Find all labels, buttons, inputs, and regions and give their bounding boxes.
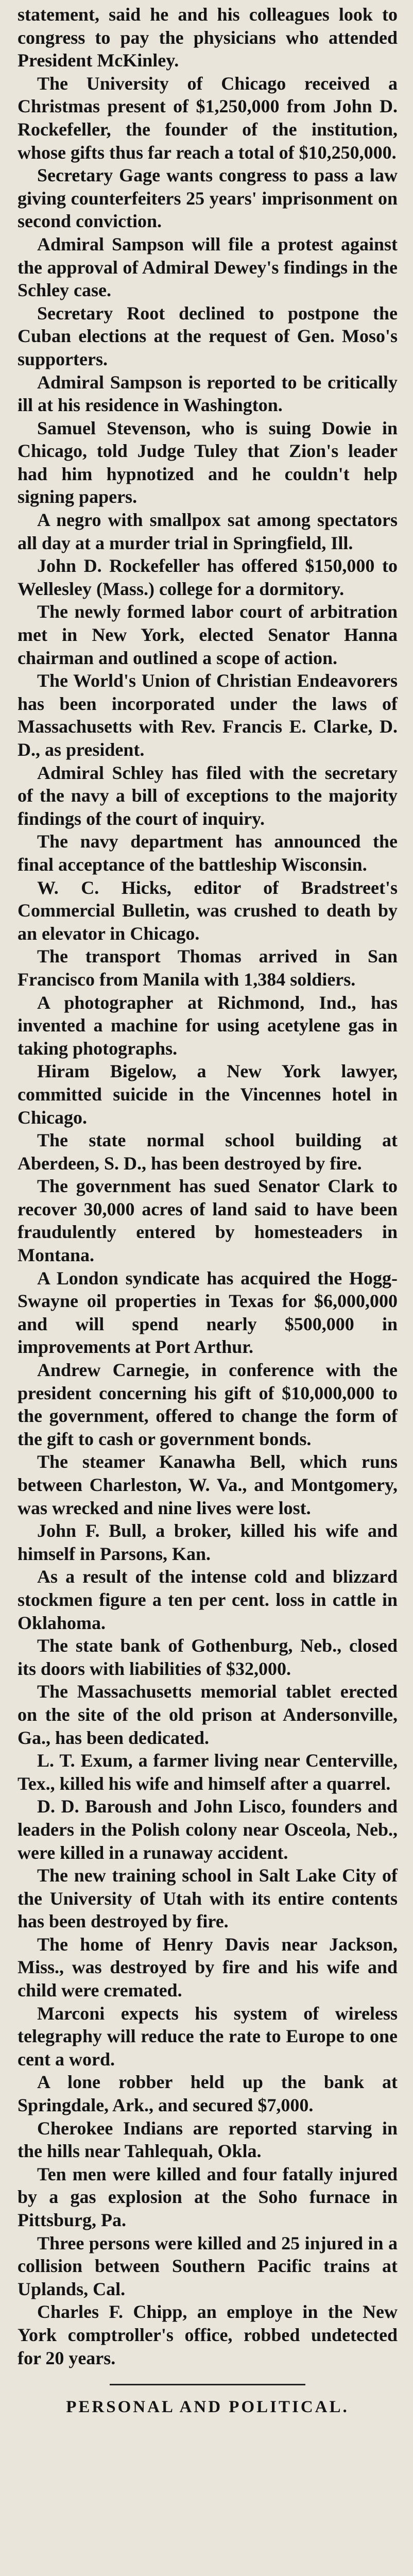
- news-item: The steamer Kanawha Bell, which runs between Charleston, W. Va., and Montgomery, was wrecked and nine lives were lost.: [18, 1451, 398, 1518]
- news-item: Samuel Stevenson, who is suing Dowie in Chicago, told Judge Tuley that Zion's leader had him hypnotized and he couldn't help signing papers.: [18, 417, 398, 507]
- news-item: A lone robber held up the bank at Springdale, Ark., and secured $7,000.: [18, 2072, 398, 2116]
- news-item: L. T. Exum, a farmer living near Centerville, Tex., killed his wife and himself after a quarrel.: [18, 1750, 398, 1794]
- divider-rule: [110, 2384, 305, 2385]
- news-item: The state bank of Gothenburg, Neb., closed its doors with liabilities of $32,000.: [18, 1635, 398, 1679]
- news-item: W. C. Hicks, editor of Bradstreet's Commercial Bulletin, was crushed to death by an elevator in Chicago.: [18, 877, 398, 944]
- news-item: Ten men were killed and four fatally injured by a gas explosion at the Soho furnace in Pittsburg, Pa.: [18, 2163, 398, 2230]
- news-item: John D. Rockefeller has offered $150,000 to Wellesley (Mass.) college for a dormitory.: [18, 555, 398, 599]
- news-item: The transport Thomas arrived in San Francisco from Manila with 1,384 soldiers.: [18, 946, 398, 990]
- news-item: Admiral Sampson will file a protest against the approval of Admiral Dewey's findings in the Schley case.: [18, 233, 398, 301]
- news-item: Three persons were killed and 25 injured in a collision between Southern Pacific trains at Uplands, Cal.: [18, 2232, 398, 2299]
- news-item: statement, said he and his colleagues look to congress to pay the physicians who attended President McKinley.: [18, 4, 398, 71]
- news-item: Secretary Gage wants congress to pass a law giving counterfeiters 25 years' imprisonment on second conviction.: [18, 165, 398, 232]
- news-item: John F. Bull, a broker, killed his wife and himself in Parsons, Kan.: [18, 1520, 398, 1564]
- news-item: The home of Henry Davis near Jackson, Miss., was destroyed by fire and his wife and child were cremated.: [18, 1934, 398, 2001]
- news-column: [18, 3, 398, 2369]
- news-item: The new training school in Salt Lake City of the University of Utah with its entire contents has been destroyed by fire.: [18, 1865, 398, 1932]
- news-item: Secretary Root declined to postpone the Cuban elections at the request of Gen. Moso's supporters.: [18, 302, 398, 369]
- news-item: The government has sued Senator Clark to recover 30,000 acres of land said to have been fraudulently entered by homesteaders in Montana.: [18, 1176, 398, 1266]
- news-item: Charles F. Chipp, an employe in the New York comptroller's office, robbed undetected for 20 years.: [18, 2301, 398, 2368]
- news-item: The World's Union of Christian Endeavorers has been incorporated under the laws of Massachusetts with Rev. Francis E. Clarke, D. D., as president.: [18, 670, 398, 760]
- news-item: D. D. Baroush and John Lisco, founders and leaders in the Polish colony near Osceola, Neb., were killed in a runaway accident.: [18, 1796, 398, 1863]
- news-item: Marconi expects his system of wireless telegraphy will reduce the rate to Europe to one cent a word.: [18, 2003, 398, 2070]
- news-item: The newly formed labor court of arbitration met in New York, elected Senator Hanna chairman and outlined a scope of action.: [18, 601, 398, 668]
- news-item: The state normal school building at Aberdeen, S. D., has been destroyed by fire.: [18, 1130, 398, 1174]
- news-item: As a result of the intense cold and blizzard stockmen figure a ten per cent. loss in cattle in Oklahoma.: [18, 1566, 398, 1633]
- news-item: The University of Chicago received a Christmas present of $1,250,000 from John D. Rockefeller, the founder of the institution, whose gifts thus far reach a total of $10,250,000.: [18, 73, 398, 163]
- news-item: Hiram Bigelow, a New York lawyer, committed suicide in the Vincennes hotel in Chicago.: [18, 1061, 398, 1128]
- news-item: Andrew Carnegie, in conference with the president concerning his gift of $10,000,000 to the government, offered to change the form of the gift to cash or government bonds.: [18, 1360, 398, 1449]
- news-item: A negro with smallpox sat among spectators all day at a murder trial in Springfield, Ill.: [18, 510, 398, 553]
- section-heading: PERSONAL AND POLITICAL.: [66, 2398, 349, 2417]
- news-item: The Massachusetts memorial tablet erected on the site of the old prison at Andersonville, Ga., has been dedicated.: [18, 1681, 398, 1748]
- news-item: A London syndicate has acquired the Hogg-Swayne oil properties in Texas for $6,000,000 and will spend nearly $500,000 in improvements at Port Arthur.: [18, 1267, 398, 1358]
- section-separator: [18, 2384, 398, 2417]
- news-item: Cherokee Indians are reported starving in the hills near Tahlequah, Okla.: [18, 2117, 398, 2162]
- news-item: Admiral Schley has filed with the secretary of the navy a bill of exceptions to the majority findings of the court of inquiry.: [18, 762, 398, 829]
- news-item: A photographer at Richmond, Ind., has invented a machine for using acetylene gas in taking photographs.: [18, 992, 398, 1059]
- news-item: The navy department has announced the final acceptance of the battleship Wisconsin.: [18, 831, 398, 875]
- news-item: Admiral Sampson is reported to be critically ill at his residence in Washington.: [18, 371, 398, 416]
